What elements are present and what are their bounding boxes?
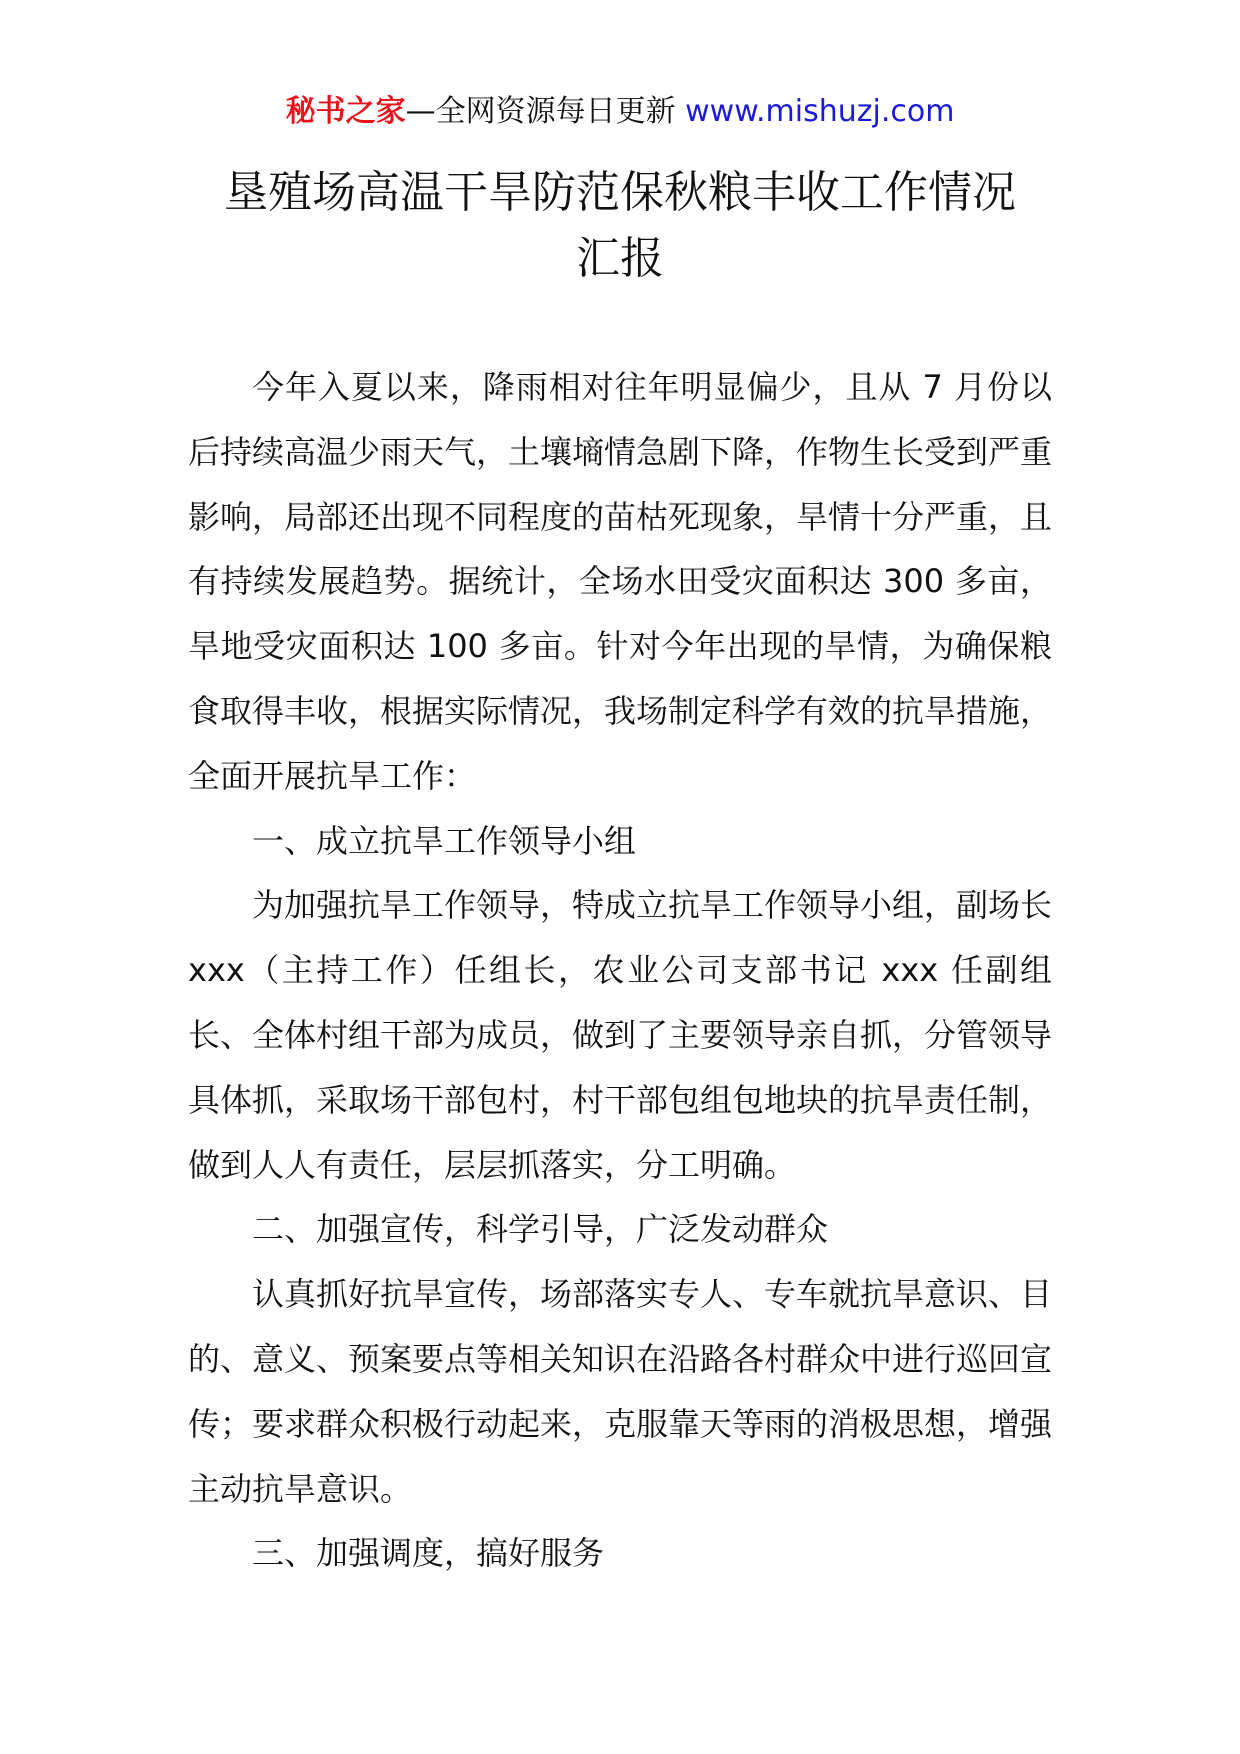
- document-body: [188, 355, 1052, 1586]
- section-heading-3: 三、加强调度，搞好服务: [252, 1534, 605, 1573]
- site-url-link[interactable]: www.mishuzj.com: [685, 94, 955, 129]
- site-brand: 秘书之家: [285, 94, 406, 129]
- document-title-line-1: 垦殖场高温干旱防范保秋粮丰收工作情况: [224, 167, 1016, 218]
- paragraph-section-2: 认真抓好抗旱宣传，场部落实专人、专车就抗旱意识、目的、意义、预案要点等相关知识在沿路各村群众中进行巡回宣传；要求群众积极行动起来，克服靠天等雨的消极思想，增强主动抗旱意识。: [188, 1275, 1053, 1508]
- section-heading-1: 一、成立抗旱工作领导小组: [252, 821, 637, 860]
- section-heading-2: 二、加强宣传，科学引导，广泛发动群众: [252, 1210, 829, 1249]
- document-title: [150, 160, 1090, 292]
- paragraph-intro: 今年入夏以来，降雨相对往年明显偏少，且从 7 月份以后持续高温少雨天气，土壤墒情急剧下降，作物生长受到严重影响，局部还出现不同程度的苗枯死现象，旱情十分严重，且有持续发展趋势。据统计，全场水田受灾面积达 300 多亩，旱地受灾面积达 100 多亩。针对今年出现的旱情，为确保粮食取得丰收，根据实际情况，我场制定科学有效的抗旱措施，全面开展抗旱工作：: [188, 368, 1053, 795]
- document-title-line-2: 汇报: [576, 233, 664, 284]
- paragraph-section-1: 为加强抗旱工作领导，特成立抗旱工作领导小组，副场长 xxx（主持工作）任组长，农业公司支部书记 xxx 任副组长、全体村组干部为成员，做到了主要领导亲自抓，分管领导具体抓，采取场干部包村，村干部包组包地块的抗旱责任制，做到人人有责任，层层抓落实，分工明确。: [188, 886, 1053, 1184]
- site-header: [0, 92, 1240, 132]
- site-tagline: —全网资源每日更新: [405, 94, 676, 129]
